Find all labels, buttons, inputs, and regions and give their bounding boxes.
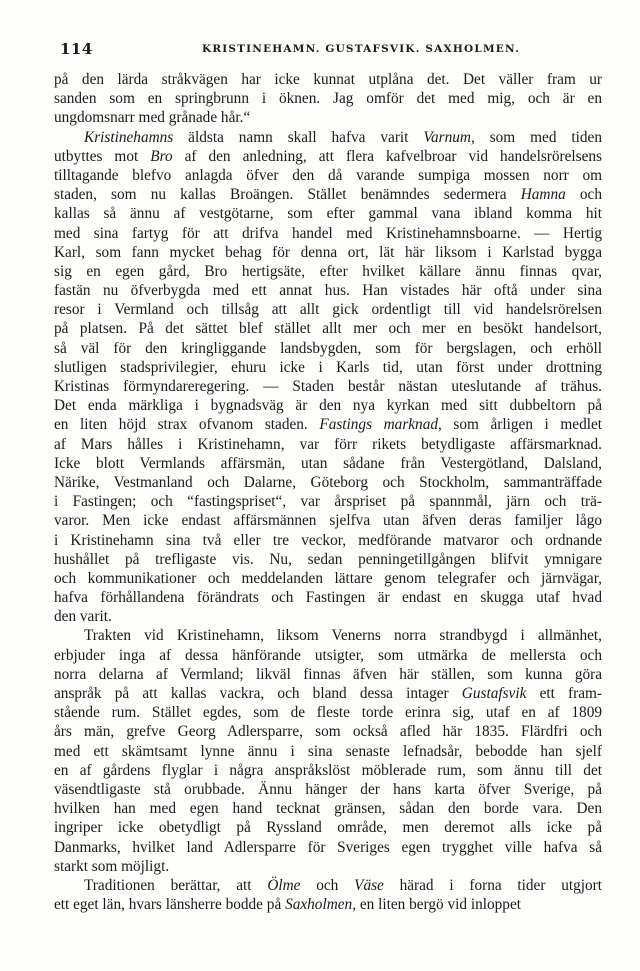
- text-line: [54, 473, 602, 492]
- text-run: fastän nu öfverbygda med ett annat hus. Han vistades här oftå under sina: [54, 282, 602, 300]
- italic-term: Varnum: [423, 128, 471, 146]
- text-run: den varit.: [54, 608, 112, 626]
- text-run: , som årligen i medlet: [438, 416, 603, 434]
- italic-term: Väse: [354, 876, 384, 894]
- text-line: [54, 857, 602, 876]
- text-line: [54, 262, 602, 281]
- text-line: [54, 492, 602, 511]
- text-run: med ett skämtsamt lynne ännu i sina senaste lefnadsår, bebodde han sjelf: [54, 742, 602, 760]
- text-line: [54, 358, 602, 377]
- text-line: [54, 646, 602, 665]
- text-run: Närike, Vestmanland och Dalarne, Göteborg och Stockholm, sammanträffade: [54, 473, 602, 491]
- text-run: Icke blott Vermlands affärsmän, utan sådane från Vestergötland, Dalsland,: [54, 454, 602, 472]
- text-line: [54, 838, 602, 857]
- text-run: stående rum. Stället egdes, som de fleste torde erinra sig, utaf en af 1809: [54, 704, 602, 722]
- italic-term: Fastings marknad: [319, 416, 439, 434]
- text-run: , som med tiden: [470, 128, 602, 146]
- text-run: af den anledning, att flera kafvelbroar vid handelsrörelsens: [172, 147, 602, 165]
- text-line: [54, 319, 602, 338]
- text-line: [54, 454, 602, 473]
- page-number: 114: [60, 40, 93, 58]
- text-line: [54, 415, 602, 434]
- text-run: erbjuder inga af dessa hänförande utsigter, som utmärka de mellersta och: [54, 646, 602, 664]
- text-run: en af gårdens flyglar i några anspråkslöst möblerade rum, som ännu till det: [54, 761, 602, 779]
- text-run: i Kristinehamn sina två eller tre veckor, medförande matvaror och ordnande: [54, 531, 602, 549]
- italic-term: Gustafsvik: [461, 685, 527, 702]
- paragraph: [54, 876, 602, 914]
- text-line: [54, 511, 602, 530]
- text-run: på den lärda stråkvägen har icke kunnat utplåna det. Det väller fram ur: [54, 71, 602, 88]
- text-run: Kristinas förmyndareregering. — Staden består nästan uteslutande af trähus.: [54, 378, 602, 395]
- page-header: [52, 40, 612, 60]
- text-run: , en liten bergö vid inloppet: [352, 896, 521, 914]
- text-run: anspråk på att kallas vackra, och bland dessa intager: [54, 685, 462, 702]
- text-run: en liten höjd strax ofvanom staden.: [54, 416, 320, 434]
- text-run: Karl, som fann mycket behag för denna ort, lät här liksom i Karlstad bygga: [54, 243, 602, 261]
- text-line: [54, 550, 602, 569]
- text-run: starkt som möjligt.: [54, 857, 170, 875]
- text-run: med sina fartyg för att drifva handel med Kristinehamnsboarne. — Hertig: [54, 224, 602, 242]
- text-run: på platsen. På det sättet blef stället allt mer och mer en besökt handelsort,: [54, 320, 602, 338]
- text-run: kallas så ännu af vestgötarne, som efter gammal vana ibland komma hit: [54, 205, 602, 223]
- text-line: [54, 703, 602, 722]
- text-run: Danmarks, hvilket land Adlersparre för Sveriges egen trygghet ville hafva så: [54, 838, 602, 856]
- text-run: ingriper icke obetydligt på Ryssland område, men deremot alls icke på: [54, 819, 602, 837]
- text-line: [54, 204, 602, 223]
- italic-term: Kristinehamns: [84, 128, 174, 146]
- text-line: [54, 147, 602, 166]
- paragraph: [54, 626, 602, 875]
- text-line: [54, 89, 602, 108]
- text-run: norra delarna af Vermland; likväl finnas äfven här ställen, som kunna göra: [54, 665, 602, 683]
- text-run: Traditionen berättar, att: [84, 876, 268, 894]
- text-line: [54, 876, 602, 895]
- text-line: [54, 224, 602, 243]
- text-line: [54, 300, 602, 319]
- text-run: varor. Men icke endast affärsmännen sjelfva utan äfven deras familjer lågo: [54, 512, 602, 530]
- text-line: [54, 665, 602, 684]
- text-run: härad i forna tider utgjort: [383, 876, 602, 894]
- text-run: Det enda märkliga i bygnadsväg är den nya kyrkan med sitt dubbeltorn på: [54, 397, 602, 415]
- text-line: [54, 531, 602, 550]
- running-title: KRISTINEHAMN. GUSTAFSVIK. SAXHOLMEN.: [202, 43, 520, 55]
- italic-term: Saxholmen: [285, 896, 353, 914]
- text-line: [54, 780, 602, 799]
- italic-term: Hamna: [520, 186, 566, 204]
- text-run: Trakten vid Kristinehamn, liksom Venerns norra strandbygd i allmänhet,: [84, 627, 602, 645]
- text-run: i Fastingen; och “fastingspriset“, var årspriset på spannmål, järn och trä-: [54, 493, 602, 511]
- text-line: [54, 281, 602, 300]
- text-run: hvilken han med egen hand tecknat gränsen, sådan den borde vara. Den: [54, 800, 602, 818]
- text-line: [54, 742, 602, 761]
- text-run: resor i Vermland och tillsåg att allt gick ordentligt till vid handelsrörelsen: [54, 301, 602, 319]
- text-line: [54, 684, 602, 703]
- text-line: [54, 818, 602, 837]
- paragraph: [54, 128, 602, 627]
- text-run: utbyttes mot: [54, 147, 151, 165]
- text-line: [54, 377, 602, 396]
- text-line: [54, 607, 602, 626]
- text-run: sig en egen gård, Bro hertigsäte, efter hvilket källare ännu finnas qvar,: [54, 262, 602, 280]
- text-run: äldsta namn skall hafva varit: [173, 128, 424, 146]
- text-line: [54, 166, 602, 185]
- text-run: slutligen stadsprivilegier, ehuru icke i Karls tid, utan först under drottning: [54, 358, 602, 376]
- text-line: [54, 569, 602, 588]
- text-line: [54, 799, 602, 818]
- paragraph: [54, 70, 602, 128]
- italic-term: Bro: [150, 147, 173, 165]
- text-run: hafva förhållandena förändrats och Fastingen är endast en skugga utaf hvad: [54, 589, 602, 607]
- text-run: sanden som en springbrunn i öknen. Jag omför det med mig, och är en: [54, 90, 602, 108]
- text-run: väsendtligaste stå orubbade. Ännu hänger der hans karta öfver Sverige, på: [54, 780, 602, 798]
- text-run: ungdomsnarr med grånade hår.“: [54, 109, 251, 127]
- text-line: [54, 70, 602, 89]
- text-line: [54, 339, 602, 358]
- text-line: [54, 722, 602, 741]
- italic-term: Ölme: [267, 876, 301, 894]
- text-run: och kommunikationer och meddelanden lättare genom telegrafer och järnvägar,: [54, 569, 602, 587]
- body-text: [54, 70, 602, 914]
- text-line: [54, 396, 602, 415]
- text-line: [54, 761, 602, 780]
- text-run: af Mars hålles i Kristinehamn, var förr rikets betydligaste affärsmarknad.: [54, 435, 602, 453]
- text-run: och: [300, 876, 355, 894]
- text-run: och: [565, 186, 602, 204]
- text-line: [54, 626, 602, 645]
- text-run: ett fram-: [526, 685, 602, 702]
- text-run: så väl för den kringliggande landsbygden, som för bergslagen, och erhöll: [54, 339, 602, 357]
- text-line: [54, 435, 602, 454]
- text-run: tilltagande blefvo anlagda öfver den då varande sumpiga mossen norr om: [54, 166, 602, 184]
- text-line: [54, 108, 602, 127]
- text-run: hushållet på trefligaste vis. Nu, sedan penningetillgången blifvit ymnigare: [54, 550, 602, 568]
- text-line: [54, 895, 602, 914]
- text-run: ett eget län, hvars länsherre bodde på: [54, 896, 286, 914]
- text-run: års män, grefve Georg Adlersparre, som också afled här 1835. Flärdfri och: [54, 723, 602, 741]
- text-line: [54, 243, 602, 262]
- text-run: staden, som nu kallas Broängen. Stället benämndes sedermera: [54, 186, 521, 204]
- text-line: [54, 128, 602, 147]
- text-line: [54, 185, 602, 204]
- text-line: [54, 588, 602, 607]
